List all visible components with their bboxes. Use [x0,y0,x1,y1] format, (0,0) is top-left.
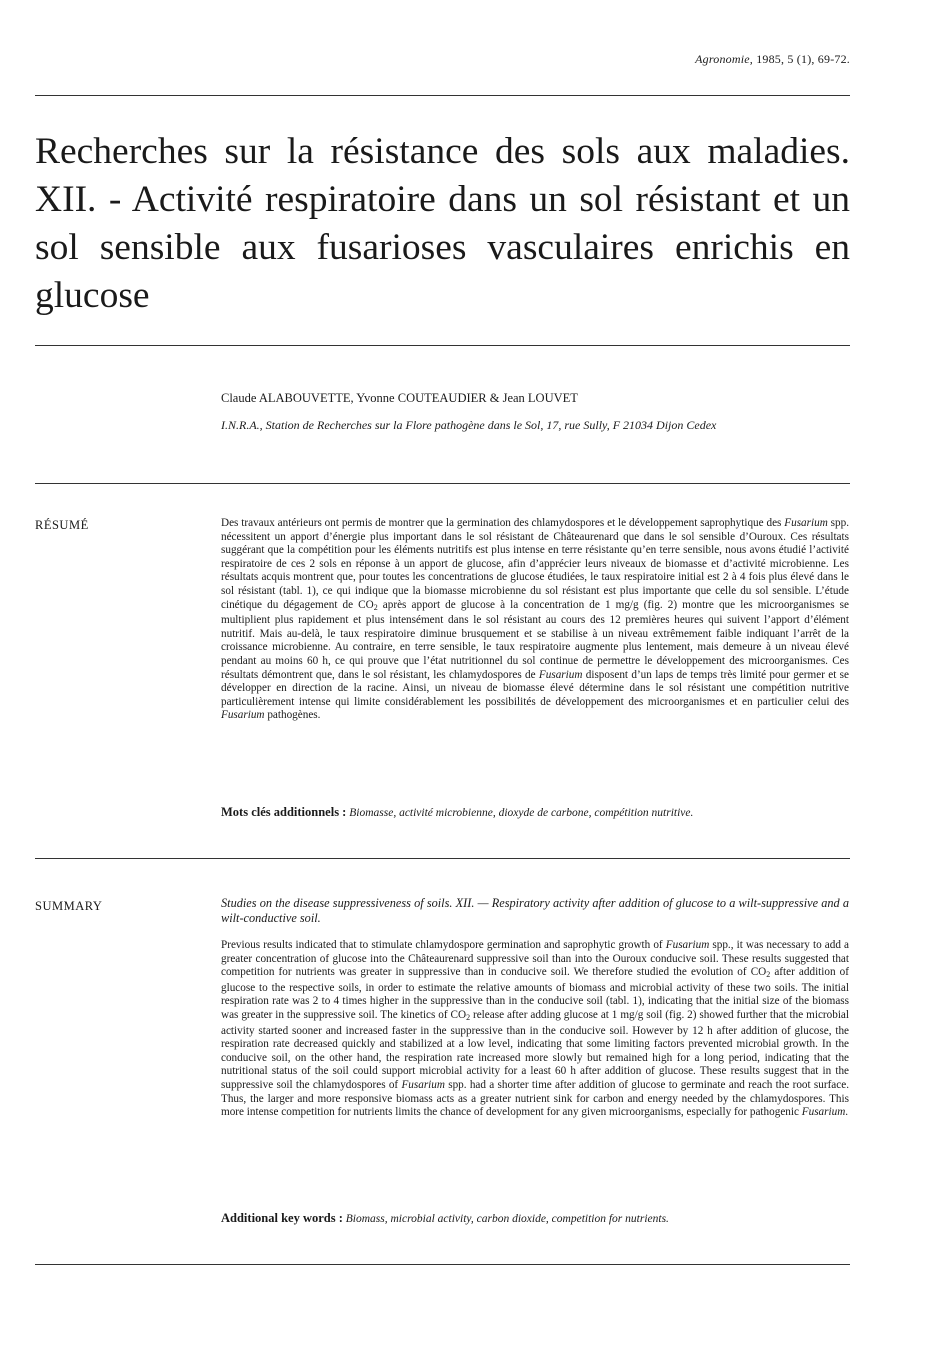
resume-keywords [221,805,849,820]
summary-label: SUMMARY [35,899,103,913]
keywords-list: Biomasse, activité microbienne, dioxyde de carbone, compétition nutritive. [349,807,694,819]
resume-text: Des travaux antérieurs ont permis de montrer que la germination des chlamydospores et le développement saprophytique des Fusarium spp. nécessitent un apport d’énergie plus important dans le sol résistant de Châteaurenard que dans le sol sensible d’Ouroux. Ces résultats suggérant que la compétition pour les éléments nutritifs est plus intense en terre résistante qu’en terre sensible, nous avons étudié l’activité respiratoire de ces 2 sols en réponse à un apport de glucose, afin d’apprécier leurs niveaux de biomasse et d’activité microbienne. Les résultats acquis montrent que, pour toutes les concentrations de glucose étudiées, le taux respiratoire initial est 2 à 4 fois plus élevé dans le sol résistant (tabl. 1), ce qui indique que la biomasse microbienne du sol résistant est plus importante que celle du sol sensible. L’étude cinétique du dégagement de $CO_2$ après apport de glucose à la concentration de 1 mg/g (fig. 2) montre que les microorganismes se multiplient plus rapidement et plus intensément dans le sol résistant au cours des 12 premières heures qui suivent l’apport d’élément nutritif. Mais au-delà, le taux respiratoire diminue brusquement et se stabilise à un niveau extrêmement faible indiquant l’arrêt de la croissance microbienne. Au contraire, en terre sensible, le taux respiratoire augmente plus lentement, mais demeure à un niveau élevé pendant au moins 60 h, ce qui prouve que l’état nutritionnel du sol continue de permettre le développement des microorganismes. Ces résultats démontrent que, dans le sol résistant, les chlamydospores de Fusarium disposent d’un laps de temps très limité pour germer et se développer en direction de la racine. Ainsi, un niveau de biomasse élevé détermine dans le sol résistant une compétition nutritive particulièrement intense qui limite considérablement les possibilités de développement des microorganismes et en particulier celui des Fusarium pathogènes. [221,517,849,722]
genus-name: Fusarium [665,939,710,951]
affiliation: I.N.R.A., Station de Recherches sur la Flore pathogène dans le Sol, 17, rue Sully, F 21034 Dijon Cedex [221,418,717,432]
summary-text: Previous results indicated that to stimulate chlamydospore germination and saprophytic growth of Fusarium spp., it was necessary to add a greater concentration of glucose into the Châteaurenard suppressive soil than into the Ouroux conducive soil. These results suggested that competition for nutrients was greater in suppressive than in conducive soil. We therefore studied the evolution of $CO_2$ after addition of glucose to the respective soils, in order to estimate the relative amounts of biomass and microbial activity of these two soils. The initial respiration rate was 2 to 4 times higher in the suppressive than in the conducive soil (tabl. 1), indicating that the initial size of the biomass was greater in the suppressive soil. The kinetics of $CO_2$ release after adding glucose at 1 mg/g soil (fig. 2) showed further that the microbial activity started sooner and increased faster in the suppressive than in the conducive soil. However by 12 h after addition of glucose, the respiration rate decreased quickly and stabilized at a low level, indicating that some limiting factors prevented microbial growth. In the conducive soil, on the other hand, the respiration rate increased more slowly but remained high for a long period, indicating that the nutritional status of the soil could support microbial activity for a least 60 h after addition of glucose. These results suggest that in the suppressive soil the chlamydospores of Fusarium spp. had a shorter time after addition of glucose to germinate and reach the root surface. Thus, the larger and more responsive biomass acts as a greater nutrient sink for carbon and energy needed by the chlamydospores. This more intense competition for nutrients limits the chance of development for any given microorganisms, especially for pathogenic Fusarium. [221,939,850,1119]
keywords-label: Additional key words : [221,1211,343,1225]
summary-bottom-rule [35,1264,850,1265]
genus-name: Fusarium [401,1078,445,1091]
authors: Claude ALABOUVETTE, Yvonne COUTEAUDIER & Jean LOUVET [221,391,578,405]
genus-name: Fusarium [801,1106,846,1119]
genus-name: Fusarium [538,668,583,681]
summary-title: Studies on the disease suppressiveness of soils. XII. — Respiratory activity after addition of glucose to a wilt-suppressive and a wilt-conductive soil. [221,896,849,925]
article-title: Recherches sur la résistance des sols aux maladies. XII. - Activité respiratoire dans un sol résistant et un sol sensible aux fusarioses vasculaires enrichis en glucose [35,131,850,316]
genus-name: Fusarium [784,517,828,529]
keywords-label: Mots clés additionnels : [221,805,347,819]
summary-keywords [221,1211,849,1226]
resume-label: RÉSUMÉ [35,518,89,532]
summary-top-rule [35,858,850,859]
keywords-list: Biomass, microbial activity, carbon dioxide, competition for nutrients. [345,1213,669,1225]
header-rule [35,95,850,96]
journal-volume-pages: 1985, 5 (1), 69-72. [756,52,850,66]
journal-name: Agronomie, [695,52,753,66]
title-rule [35,345,850,346]
resume-top-rule [35,483,850,484]
genus-name: Fusarium [221,709,265,722]
journal-citation [695,52,850,67]
